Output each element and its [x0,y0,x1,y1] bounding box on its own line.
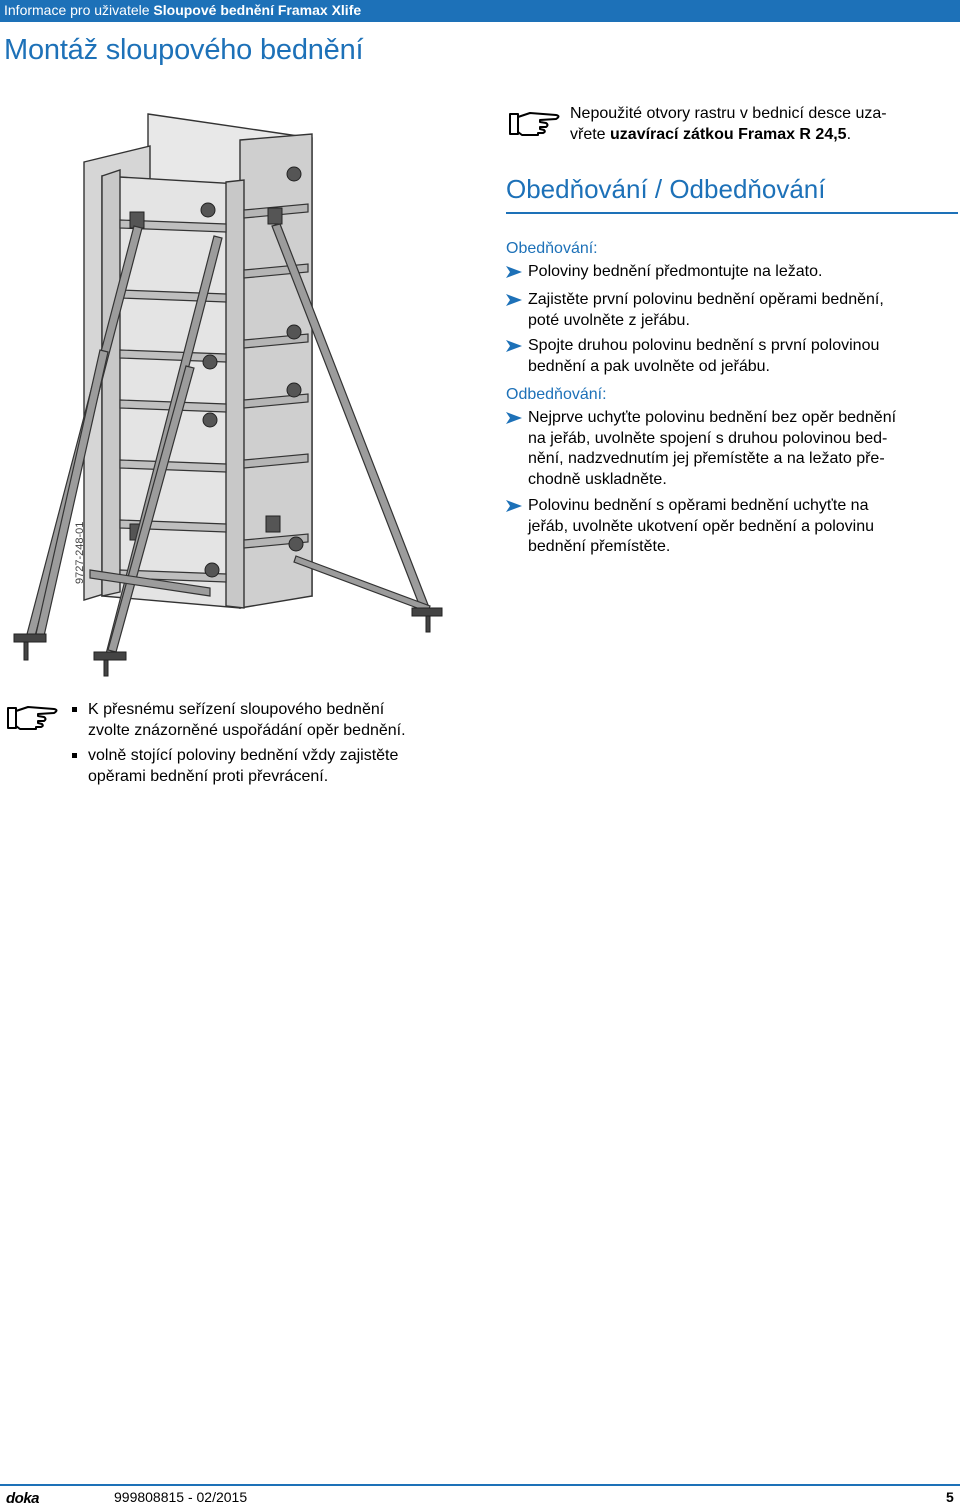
shuttering-step-2 [506,290,958,331]
step-line: Poloviny bednění předmontujte na ležato. [528,263,823,280]
step-line: na jeřáb, uvolněte spojení s druhou polovinou bed- [528,429,888,447]
note-top-text [570,104,960,145]
bullet-line: K přesnému seřízení sloupového bednění [88,701,385,718]
step-line: Spojte druhou polovinu bednění s první polovinou [528,337,880,354]
note-top-bold: uzavírací zátkou Framax R 24,5 [610,125,847,143]
section-rule [506,212,958,214]
bullet-square-icon [72,707,77,712]
arrow-icon [506,340,522,352]
header-prefix: Informace pro uživatele [4,2,150,18]
page-title: Montáž sloupového bednění [4,34,364,66]
note-top-line-1: Nepoužité otvory rastru v bednicí desce uza- [570,105,887,122]
note-top-plain: vřete [570,125,611,143]
note-top-end: . [846,125,852,143]
stripping-step-1 [506,408,958,490]
arrow-icon [506,294,522,306]
figure-label: 9727-248-01 [74,521,86,584]
shuttering-step-3 [506,336,958,377]
bullet-line: volně stojící poloviny bednění vždy zajistěte [88,747,399,764]
doka-logo: doka [6,1490,40,1507]
step-line: Polovinu bednění s opěrami bednění uchyťte na [528,497,869,514]
shuttering-heading: Obedňování: [506,240,598,257]
step-line: Nejprve uchyťte polovinu bednění bez opěr bednění [528,409,897,426]
arrow-icon [506,412,522,424]
header-product: Sloupové bednění Framax Xlife [153,2,362,18]
arrow-icon [506,266,522,278]
page-number: 5 [946,1489,954,1505]
page-header [0,0,960,22]
step-line: chodně uskladněte. [528,470,667,488]
shuttering-step-1 [506,262,958,283]
footer-rule [0,1484,960,1486]
step-line: nění, nadzvednutím jej přemístěte a na ležato pře- [528,450,885,468]
note-bottom-bullet-1 [72,700,472,741]
arrow-icon [506,500,522,512]
bullet-square-icon [72,753,77,758]
document-code: 999808815 - 02/2015 [114,1489,248,1505]
note-top-line-2 [570,125,960,146]
note-bottom-bullet-2 [72,746,472,787]
stripping-step-2 [506,496,958,558]
column-formwork-drawing [0,100,480,680]
step-line: Zajistěte první polovinu bednění opěrami bednění, [528,291,884,308]
pointing-hand-icon [6,702,62,732]
section-title: Obedňování / Odbedňování [506,174,826,204]
bullet-line: opěrami bednění proti převrácení. [88,767,329,785]
step-line: poté uvolněte z jeřábu. [528,311,690,329]
step-line: jeřáb, uvolněte ukotvení opěr bednění a polovinu [528,517,875,535]
stripping-heading: Odbedňování: [506,386,607,403]
step-line: bednění přemístěte. [528,538,671,556]
bullet-line: zvolte znázorněné uspořádání opěr bednění. [88,721,406,739]
pointing-hand-icon [508,108,564,138]
step-line: bednění a pak uvolněte od jeřábu. [528,357,770,375]
